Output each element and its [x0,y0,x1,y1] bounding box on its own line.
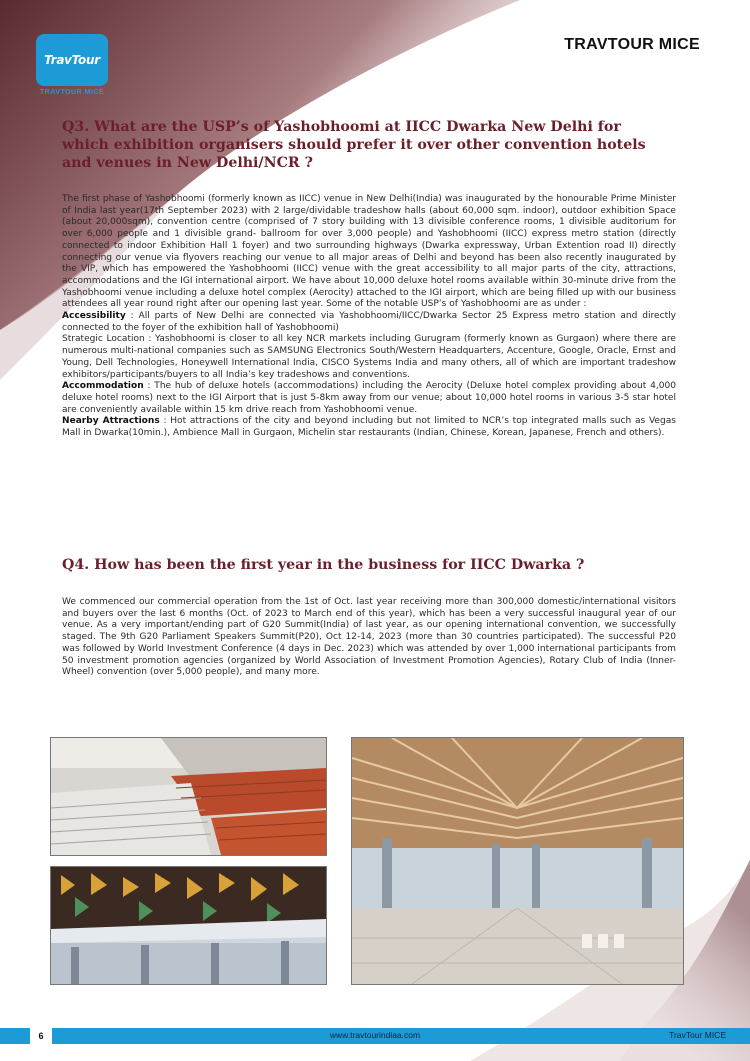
accessibility-text: : All parts of New Delhi are connected via Yashobhoomi/IICC/Dwarka Sector 25 Express metro station and directly connected to the foyer of the exhibition hall of Yashobhoomi) [62,311,676,333]
q3-accommodation-paragraph [62,381,676,416]
travtour-logo[interactable] [36,34,108,100]
logo-subtext: TRAVTOUR MICE [39,89,105,96]
nearby-attractions-text: : Hot attractions of the city and beyond including but not limited to NCR’s top integrated malls such as Vegas Mall in Dwarka(10min.), Ambience Mall in Gurgaon, Michelin star restaurants (Indian, Chinese, Korean, Japanese, French and others). [62,416,677,439]
q3-strategic-paragraph: Strategic Location : Yashobhoomi is closer to all key NCR markets including Gurugram (formerly known as Gurgaon) where there are numerous multi-national companies such as SAMSUNG Electronics South/Western Headquarters, Accenture, Google, Oracle, Ernst and Young, Dell Technologies, Honeywell International India, CISCO Systems India and many others, all of which are important tradeshow exhibitors/participants/buyers to all India’s key tradeshows and conventions. [62,334,676,380]
q3-answer [62,194,676,440]
logo-badge [36,34,108,86]
footer-website-link[interactable]: www.travtourindiaa.com [329,1030,421,1040]
footer-brand: TravTour MICE [669,1030,726,1040]
q3-intro-paragraph: The first phase of Yashobhoomi (formerly known as IICC) venue in New Delhi(India) was inaugurated by the honourable Prime Minister of India last year(17th September 2023) with 2 large/dividable tradeshow halls (about 60,000 sqm. indoor), outdoor exhibition Space (about 20,000sqm), convention centre (comprised of 7 story building with 13 divisible conference rooms, 1 divisible auditorium for over 6,000 people and 1 divisible grand- ballroom for over 3,000 people) and Yashobhoomi (IICC) express metro station (directly connected to indoor Exhibition Hall 1 foyer) and two surrounding highways (Dwarka expressway, Urban Extention road II) directly connecting our venue via flyovers reaching our venue to all major areas of Delhi and beyond has been also recently inaugurated by the VIP, which has empowered the Yashobhoomi (IICC) venue with the great accessibility to all major parts of the city, attractions, accommodations and the IGI international airport. We have about 10,000 deluxe hotel rooms available within 30-minute drive from the Yashobhoomi venue including a deluxe hotel complex (Aerocity) attached to the IGI airport, which are being filled up with our business attendees all year round right after our opening last year. Some of the notable USP’s of Yashobhoomi are as under : [62,194,676,310]
page-number: 6 [30,1028,52,1044]
q3-accessibility-paragraph [62,311,676,334]
q3-nearby-paragraph [62,416,676,439]
ceiling-photo [50,866,327,985]
q3-question-title: Q3. What are the USP’s of Yashobhoomi at IICC Dwarka New Delhi for which exhibition organisers should prefer it over other convention hotels and venues in New Delhi/NCR ? [62,119,646,171]
brand-header-title: TRAVTOUR MICE [564,36,700,53]
page-footer [0,1028,750,1044]
q4-question-title: Q4. How has been the first year in the business for IICC Dwarka ? [62,557,585,573]
q4-paragraph: We commenced our commercial operation from the 1st of Oct. last year receiving more than 300,000 domestic/international visitors and buyers over the last 6 months (Oct. of 2023 to March end of this year), which has been a very successful inaugural year of our venue. As a very important/ending part of G20 Summit(India) of last year, as our opening international convention, we successfully staged. The 9th G20 Parliament Speakers Summit(P20), Oct 12-14, 2023 (more than 30 countries participated). The successful P20 was followed by World Investment Conference (4 days in Dec. 2023) which was attended by over 1,000 international participants from 50 investment promotion agencies (organized by World Association of Investment Promotion Agencies), Rotary Club of India (Inner-Wheel) convention (over 5,000 people), and many more. [62,597,676,678]
accommodation-text: : The hub of deluxe hotels (accommodations) including the Aerocity (Deluxe hotel complex providing about 4,000 deluxe hotel rooms) next to the IGI Airport that is just 5-8km away from our venue; about 10,000 hotel rooms in various 3-5 star hotel are conveniently available within 15 km drive reach from Yashobhoomi venue. [62,381,676,415]
accommodation-label: Accommodation [62,381,144,392]
accessibility-label: Accessibility [62,311,126,322]
exhibition-hall-photo [351,737,684,985]
q4-answer [62,597,676,679]
logo-text: TravTour [44,53,100,67]
nearby-attractions-label: Nearby Attractions [62,416,160,427]
auditorium-photo [50,737,327,856]
